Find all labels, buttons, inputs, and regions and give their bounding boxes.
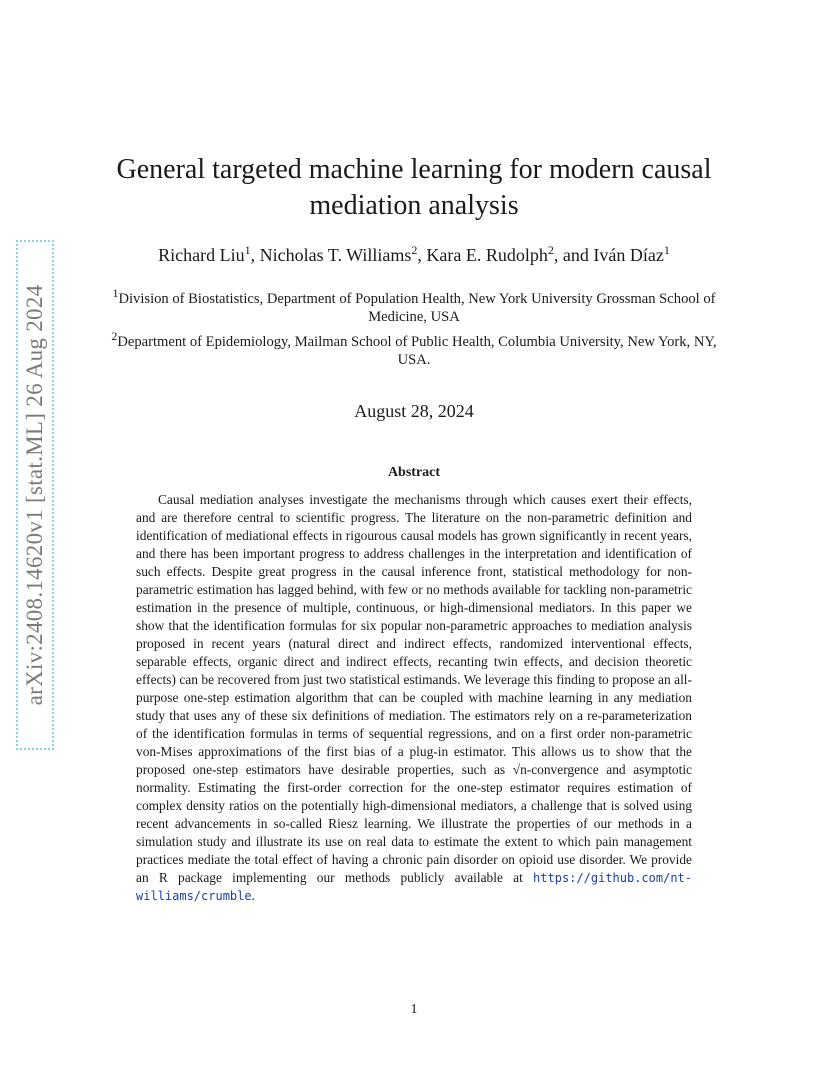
- author-affiliation-mark: 1: [244, 243, 251, 257]
- author-name: Nicholas T. Williams: [259, 245, 412, 265]
- author-affiliation-mark: 2: [547, 243, 554, 257]
- author-name: Richard Liu: [158, 245, 245, 265]
- abstract-heading: Abstract: [387, 465, 441, 480]
- publication-date: August 28, 2024: [354, 401, 474, 421]
- author-name: Iván Díaz: [593, 245, 664, 265]
- abstract-text-end: .: [251, 888, 255, 903]
- author-affiliation-mark: 2: [411, 243, 418, 257]
- author-separator: ,: [417, 245, 427, 265]
- arxiv-id: arXiv:2408.14620v1 [stat.ML] 26 Aug 2024: [22, 284, 47, 706]
- affiliation: [108, 286, 720, 326]
- abstract-text: Causal mediation analyses investigate the mechanisms through which causes exert their effects, and are therefore central to scientific progress. The literature on the non-parametric definition and identification of mediational effects in rigourous causal models has grown significantly in recent years, and there has been important progress to address challenges in the interpretation and identification of such effects. Despite great progress in the causal inference front, statistical methodology for non-parametric estimation has lagged behind, with few or no methods available for tackling non-parametric estimation in the presence of multiple, continuous, or high-dimensional mediators. In this paper we show that the identification formulas for six popular non-parametric approaches to mediation analysis proposed in recent years (natural direct and indirect effects, randomized interventional effects, separable effects, organic direct and indirect effects, recanting twin effects, and decision theoretic effects) can be recovered from just two statistical estimands. We leverage this finding to propose an all-purpose one-step estimation algorithm that can be coupled with machine learning in any mediation study that uses any of these six definitions of mediation. The estimators rely on a re-parameterization of the identification formulas in terms of sequential regressions, and on a first order non-parametric von-Mises approximations of the first bias of a plug-in estimator. This allows us to show that the proposed one-step estimators have desirable properties, such as √n-convergence and asymptotic normality. Estimating the first-order correction for the one-step estimator requires estimation of complex density ratios on the potentially high-dimensional mediators, a challenge that is solved using recent advancements in so-called Riesz learning. We illustrate the properties of our methods in a simulation study and illustrate its use on real data to estimate the extent to which pain management practices mediate the total effect of having a chronic pain disorder on opioid use disorder. We provide an R package implementing our methods publicly available at: [136, 492, 692, 885]
- author-name: Kara E. Rudolph: [426, 245, 548, 265]
- affiliation-text: Division of Biostatistics, Department of Population Health, New York University Grossman School of Medicine, USA: [118, 291, 716, 325]
- author-separator: , and: [553, 245, 594, 265]
- affiliation-mark: 2: [111, 329, 118, 344]
- author-separator: ,: [250, 245, 260, 265]
- affiliation-mark: 1: [112, 286, 119, 301]
- github-link[interactable]: https://github.com/nt-williams/crumble: [136, 871, 692, 903]
- arxiv-stamp: [16, 240, 54, 750]
- author-affiliation-mark: 1: [663, 243, 670, 257]
- paper-title: General targeted machine learning for modern causal mediation analysis: [116, 154, 712, 221]
- abstract-body: [136, 491, 692, 905]
- page-number: 1: [410, 1002, 418, 1017]
- author-list: [90, 242, 738, 268]
- affiliation-text: Department of Epidemiology, Mailman School of Public Health, Columbia University, New York, NY, USA.: [117, 334, 717, 368]
- affiliation: [108, 329, 720, 369]
